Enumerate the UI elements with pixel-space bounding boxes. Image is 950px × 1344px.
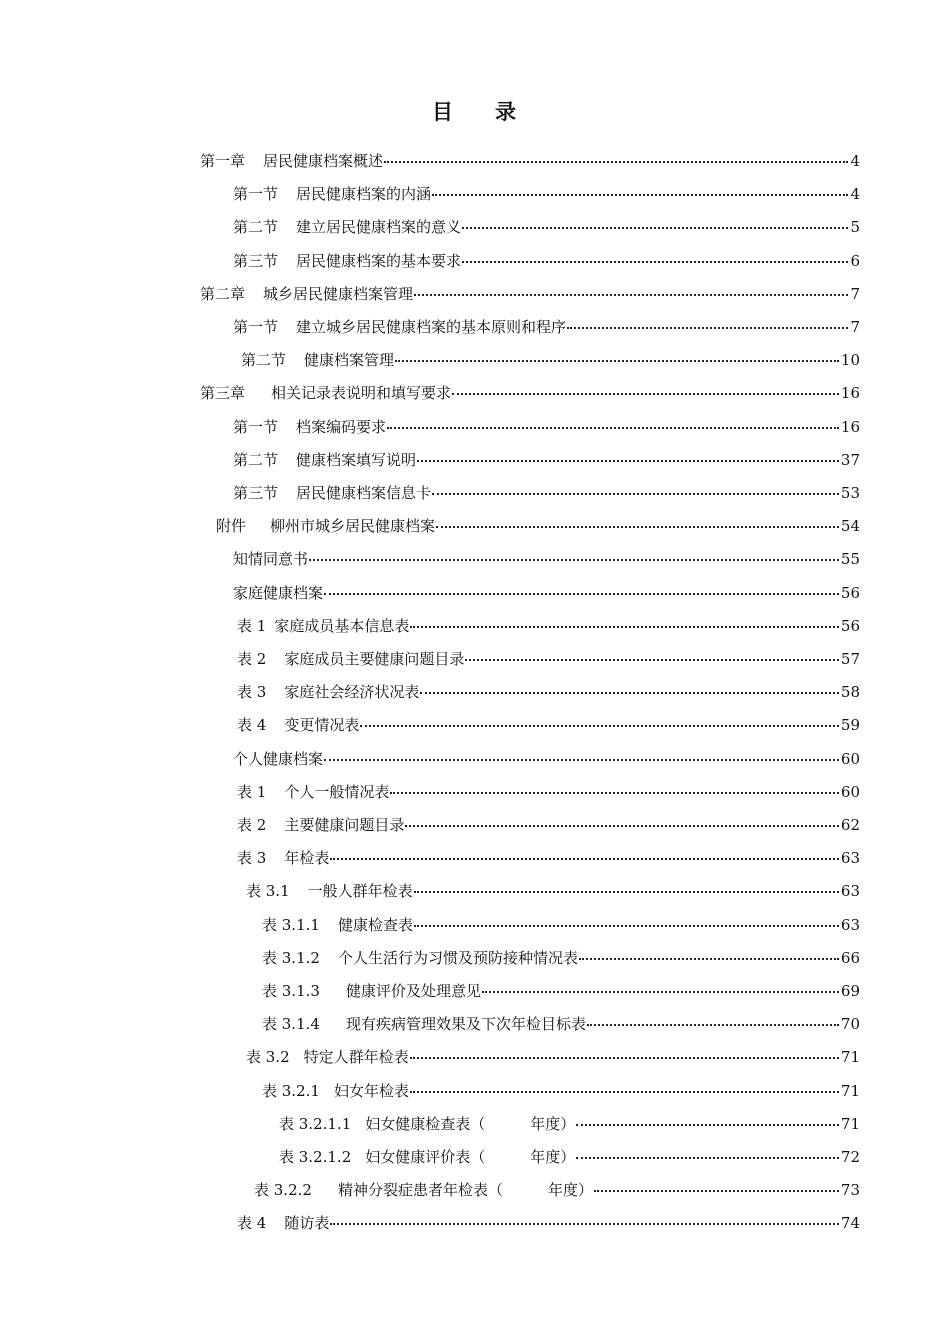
toc-dot-leader xyxy=(465,659,839,661)
toc-entry-title: 知情同意书 xyxy=(233,550,309,569)
toc-entry-title: 建立城乡居民健康档案的基本原则和程序 xyxy=(296,318,567,336)
toc-entry[interactable] xyxy=(233,746,860,772)
toc-entry-page: 70 xyxy=(840,1015,860,1034)
toc-entry-title: 现有疾病管理效果及下次年检目标表 xyxy=(345,1015,586,1034)
toc-dot-leader xyxy=(482,991,839,993)
toc-entry-page: 55 xyxy=(840,550,860,569)
toc-entry-title: 建立居民健康档案的意义 xyxy=(296,218,462,237)
toc-entry-prefix: 表 3.2.1.2 xyxy=(279,1148,352,1166)
toc-entry-page: 16 xyxy=(840,384,860,403)
toc-dot-leader xyxy=(594,1190,839,1192)
toc-entry-prefix: 第三章 xyxy=(200,384,246,403)
toc-entry-prefix: 第二节 xyxy=(241,351,287,370)
toc-entry-page: 7 xyxy=(850,318,860,336)
toc-entry-prefix: 第一节 xyxy=(233,185,279,204)
toc-entry-page: 72 xyxy=(840,1148,860,1166)
toc-dot-leader xyxy=(410,626,839,628)
toc-entry-page: 16 xyxy=(840,417,860,436)
toc-entry[interactable] xyxy=(233,214,860,240)
toc-entry-page: 71 xyxy=(840,1114,860,1133)
toc-entry-page: 54 xyxy=(840,517,860,536)
toc-entry-title: 居民健康档案信息卡 xyxy=(296,484,432,502)
toc-entry-prefix: 第一节 xyxy=(233,318,279,336)
toc-entry-prefix: 第二章 xyxy=(200,284,246,303)
toc-entry-prefix: 表 3.1.1 xyxy=(262,915,320,934)
toc-dot-leader xyxy=(330,1223,839,1225)
toc-dot-leader xyxy=(414,891,839,893)
toc-entry-title: 主要健康问题目录 xyxy=(284,816,405,834)
toc-entry-title: 个人健康档案 xyxy=(233,749,324,768)
toc-entry[interactable] xyxy=(262,1078,860,1104)
toc-entry-prefix: 表 3.1.2 xyxy=(262,948,320,967)
toc-entry-title: 妇女健康评价表（ 年度） xyxy=(365,1148,576,1166)
toc-dot-leader xyxy=(414,925,839,927)
toc-entry-title: 特定人群年检表 xyxy=(303,1048,409,1067)
toc-entry[interactable] xyxy=(237,613,860,639)
toc-entry[interactable] xyxy=(233,546,860,572)
toc-entry[interactable] xyxy=(237,712,860,738)
toc-entry-prefix: 第三节 xyxy=(233,251,279,270)
toc-entry-page: 74 xyxy=(840,1214,860,1233)
toc-dot-leader xyxy=(462,261,848,263)
toc-entry-page: 71 xyxy=(840,1081,860,1100)
toc-entry[interactable] xyxy=(237,845,860,871)
toc-entry-title: 家庭健康档案 xyxy=(233,583,324,602)
toc-entry[interactable] xyxy=(237,812,860,838)
toc-entry[interactable] xyxy=(262,912,860,938)
toc-entry-prefix: 第一节 xyxy=(233,417,279,436)
toc-entry-title: 家庭成员基本信息表 xyxy=(274,616,410,635)
toc-entry-prefix: 表 2 xyxy=(237,650,267,668)
toc-dot-leader xyxy=(324,759,839,761)
toc-dot-leader xyxy=(410,1091,839,1093)
toc-entry-page: 66 xyxy=(840,948,860,967)
toc-entry-page: 60 xyxy=(840,749,860,768)
toc-dot-leader xyxy=(410,1057,839,1059)
toc-entry[interactable] xyxy=(262,978,860,1004)
toc-entry[interactable] xyxy=(233,447,860,473)
toc-dot-leader xyxy=(587,1024,839,1026)
toc-entry-title: 居民健康档案概述 xyxy=(263,152,384,170)
toc-entry[interactable] xyxy=(241,347,860,373)
toc-entry-page: 56 xyxy=(840,616,860,635)
toc-entry-prefix: 第一章 xyxy=(200,152,246,170)
toc-entry[interactable] xyxy=(262,945,860,971)
toc-entry[interactable] xyxy=(200,380,860,406)
toc-entry-title: 柳州市城乡居民健康档案 xyxy=(270,517,436,536)
toc-entry-prefix: 表 3 xyxy=(237,849,267,868)
toc-entry-title: 妇女年检表 xyxy=(333,1081,409,1100)
toc-dot-leader xyxy=(405,825,839,827)
toc-dot-leader xyxy=(414,294,848,296)
toc-entry-title: 个人生活行为习惯及预防接种情况表 xyxy=(337,948,578,967)
toc-entry-page: 5 xyxy=(850,218,860,237)
toc-entry-prefix: 第二节 xyxy=(233,450,279,469)
toc-entry[interactable] xyxy=(233,314,860,340)
toc-dot-leader xyxy=(432,493,839,495)
toc-entry[interactable] xyxy=(279,1144,860,1170)
toc-entry-title: 一般人群年检表 xyxy=(307,882,413,901)
toc-entry-page: 59 xyxy=(840,716,860,735)
toc-entry-page: 56 xyxy=(840,583,860,602)
toc-entry-title: 健康档案填写说明 xyxy=(296,450,417,469)
toc-entry-page: 57 xyxy=(840,650,860,668)
toc-entry-title: 健康档案管理 xyxy=(304,351,395,370)
toc-entry[interactable] xyxy=(237,646,860,672)
toc-entry-title: 健康评价及处理意见 xyxy=(345,982,481,1000)
toc-entry[interactable] xyxy=(200,148,860,174)
toc-dot-leader xyxy=(324,593,839,595)
toc-entry-prefix: 第三节 xyxy=(233,484,279,502)
toc-entry[interactable] xyxy=(233,181,860,207)
toc-entry-prefix: 第二节 xyxy=(233,218,279,237)
toc-dot-leader xyxy=(390,792,839,794)
toc-entry-page: 62 xyxy=(840,816,860,834)
toc-entry-page: 53 xyxy=(840,484,860,502)
toc-dot-leader xyxy=(330,858,839,860)
toc-entry-page: 10 xyxy=(840,351,860,370)
toc-dot-leader xyxy=(309,559,839,561)
toc-dot-leader xyxy=(576,1124,839,1126)
toc-entry[interactable] xyxy=(233,414,860,440)
toc-entry[interactable] xyxy=(233,480,860,506)
toc-entry[interactable] xyxy=(237,679,860,705)
title-char-1: 目 xyxy=(432,100,455,124)
toc-entry[interactable] xyxy=(254,1177,860,1203)
toc-entry[interactable] xyxy=(233,248,860,274)
toc-entry-prefix: 附件 xyxy=(216,517,247,536)
toc-entry-page: 60 xyxy=(840,782,860,801)
toc-entry-title: 相关记录表说明和填写要求 xyxy=(271,384,452,403)
toc-entry-prefix: 表 4 xyxy=(237,716,267,735)
toc-entry-page: 7 xyxy=(850,284,860,303)
toc-dot-leader xyxy=(384,161,848,163)
toc-dot-leader xyxy=(462,227,848,229)
toc-entry-page: 63 xyxy=(840,882,860,901)
toc-entry-title: 个人一般情况表 xyxy=(284,782,390,801)
toc-entry-title: 随访表 xyxy=(284,1214,330,1233)
toc-entry[interactable] xyxy=(262,1011,860,1037)
toc-dot-leader xyxy=(576,1157,839,1159)
toc-entry-title: 妇女健康检查表（ 年度） xyxy=(365,1114,576,1133)
toc-entry-prefix: 表 4 xyxy=(237,1214,267,1233)
toc-entry[interactable] xyxy=(246,1044,860,1070)
toc-dot-leader xyxy=(395,360,839,362)
toc-dot-leader xyxy=(579,958,839,960)
toc-entry-page: 63 xyxy=(840,849,860,868)
toc-entry-title: 精神分裂症患者年检表（ 年度） xyxy=(337,1181,593,1200)
toc-entry-prefix: 表 3.1.3 xyxy=(262,982,320,1000)
toc-dot-leader xyxy=(360,725,839,727)
toc-entry-title: 年检表 xyxy=(284,849,330,868)
toc-entry-page: 4 xyxy=(850,152,860,170)
toc-entry-prefix: 表 3.2.2 xyxy=(254,1181,312,1200)
title-char-2: 录 xyxy=(495,100,518,124)
toc-entry-page: 37 xyxy=(840,450,860,469)
toc-entry-prefix: 表 3.2.1 xyxy=(262,1081,320,1100)
toc-dot-leader xyxy=(436,526,839,528)
toc-entry-page: 71 xyxy=(840,1048,860,1067)
toc-entry-page: 69 xyxy=(840,982,860,1000)
toc-dot-leader xyxy=(387,427,839,429)
toc-entry-prefix: 表 2 xyxy=(237,816,267,834)
toc-dot-leader xyxy=(420,692,839,694)
toc-entry-page: 73 xyxy=(840,1181,860,1200)
toc-entry-prefix: 表 3.1 xyxy=(246,882,290,901)
toc-entry[interactable] xyxy=(200,281,860,307)
toc-entry-page: 6 xyxy=(850,251,860,270)
toc-entry[interactable] xyxy=(246,878,860,904)
toc-entry[interactable] xyxy=(216,513,860,539)
toc-entry-prefix: 表 1 xyxy=(237,782,267,801)
toc-dot-leader xyxy=(567,327,848,329)
toc-entry-title: 家庭社会经济状况表 xyxy=(284,683,420,702)
toc-entry-title: 档案编码要求 xyxy=(296,417,387,436)
toc-entry[interactable] xyxy=(237,1210,860,1236)
toc-entry-title: 居民健康档案的基本要求 xyxy=(296,251,462,270)
toc-entry-prefix: 表 3.2 xyxy=(246,1048,290,1067)
toc-dot-leader xyxy=(452,393,839,395)
toc-entry-title: 变更情况表 xyxy=(284,716,360,735)
toc-dot-leader xyxy=(417,460,839,462)
toc-entry-prefix: 表 3.2.1.1 xyxy=(279,1114,352,1133)
toc-entry-title: 居民健康档案的内涵 xyxy=(296,185,432,204)
toc-entry-title: 家庭成员主要健康问题目录 xyxy=(284,650,465,668)
toc-entry-prefix: 表 3.1.4 xyxy=(262,1015,320,1034)
toc-entry-prefix: 表 1 xyxy=(237,616,267,635)
toc-dot-leader xyxy=(432,194,848,196)
toc-entry-page: 63 xyxy=(840,915,860,934)
page-title xyxy=(0,96,950,126)
toc-entry[interactable] xyxy=(237,779,860,805)
toc-entry[interactable] xyxy=(233,580,860,606)
toc-entry-page: 4 xyxy=(850,185,860,204)
toc-entry-prefix: 表 3 xyxy=(237,683,267,702)
toc-entry-page: 58 xyxy=(840,683,860,702)
toc-entry-title: 健康检查表 xyxy=(337,915,413,934)
toc-entry-title: 城乡居民健康档案管理 xyxy=(263,284,414,303)
toc-entry[interactable] xyxy=(279,1111,860,1137)
